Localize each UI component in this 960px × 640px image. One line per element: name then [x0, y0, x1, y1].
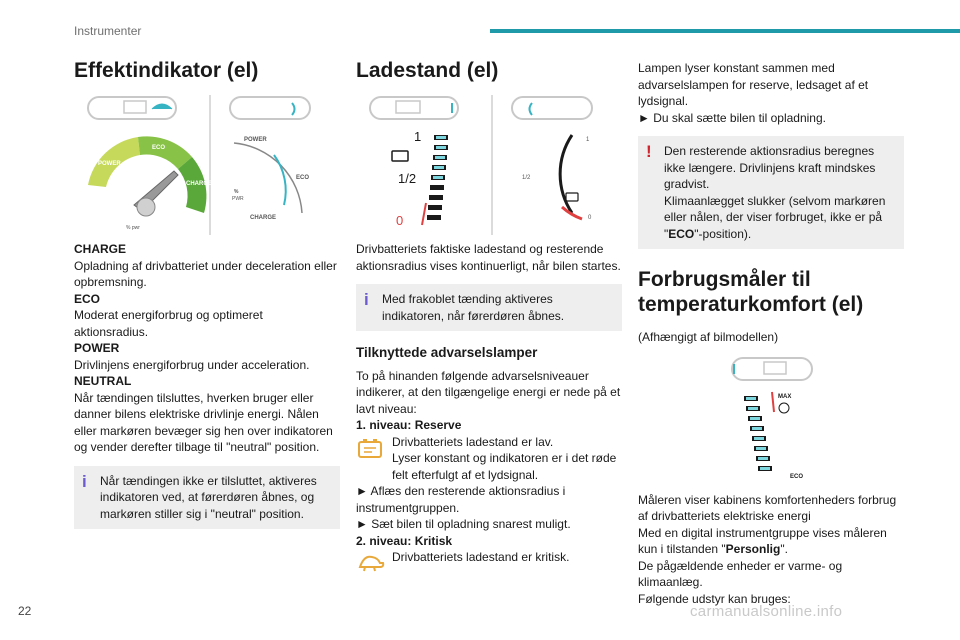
warning-icon: ! [646, 142, 652, 161]
model-note: (Afhængigt af bilmodellen) [638, 330, 779, 344]
comfort-text-2b: Personlig [725, 542, 781, 556]
quote-open: " [664, 226, 669, 241]
gauge2-label-eco: ECO [296, 175, 310, 181]
column-ladestand [356, 52, 622, 575]
level2-row [356, 549, 622, 575]
neutral-text: Når tændingen tilsluttes, hverken bruger eller danner bilens elektriske drivlinje energi. Nålen eller markøren bevæger sig hen over indikatoren og vender derefter tilbage til "neutral" position. [74, 390, 333, 454]
header-section: Instrumenter [74, 24, 142, 38]
gauge-label-pwr: % pwr [126, 225, 140, 231]
charge-level-figure [356, 95, 622, 235]
arc-label-empty: 0 [588, 215, 592, 221]
gauge-label-neutral: NEUTRAL [86, 195, 105, 200]
comfort-text-3: De pågældende enheder er varme- og klimaanlæg. [638, 558, 843, 589]
gauge2-label-pct: % [234, 189, 239, 195]
power-text: Drivlinjens energiforbrug under acceleration. [74, 357, 310, 372]
column-effektindikator [74, 52, 340, 539]
info-icon: i [82, 471, 87, 491]
section-title: Ladestand (el) [356, 59, 499, 82]
warning-note-text: Den resterende aktionsradius beregnes ikke længere. Drivlinjens kraft mindskes gradvist. [664, 144, 876, 191]
level1-text-d: ► Sæt bilen til opladning snarest muligt. [356, 517, 571, 531]
quote-close: "-position). [694, 226, 752, 241]
gauge-label-power: POWER [98, 161, 121, 167]
charge-heading: CHARGE [74, 242, 127, 256]
charge-label-half: 1/2 [398, 171, 417, 186]
lamp-action: ► Du skal sætte bilen til opladning. [638, 110, 826, 125]
level2-heading: 2. niveau: Kritisk [356, 533, 453, 548]
column-comfort [638, 52, 904, 607]
charge-label-empty: 0 [396, 213, 404, 228]
level2-text: Drivbatteriets ladestand er kritisk. [392, 550, 570, 564]
comfort-label-eco: ECO [790, 473, 804, 480]
comfort-bars [744, 396, 772, 471]
comfort-text-4: Følgende udstyr kan bruges: [638, 591, 791, 606]
neutral-heading: NEUTRAL [74, 374, 132, 388]
comfort-gauge-illustration [638, 356, 904, 486]
level1-text-c: ► Aflæs den resterende aktionsradius i instrumentgruppen. [356, 484, 566, 515]
warning-note-text-2: Klimaanlægget slukker (selvom markøren eller nålen, der viser forbruget, ikke er på [664, 193, 886, 224]
lamp-text: Lampen lyser konstant sammen med advarselslampen for reserve, ledsaget af et lydsignal. [638, 61, 869, 108]
header-bar [490, 29, 960, 33]
info-note-text: Med frakoblet tænding aktiveres indikatoren, når førerdøren åbnes. [382, 292, 565, 323]
charge-label-full: 1 [414, 129, 422, 144]
gauge2-label-power: POWER [244, 137, 267, 143]
level1-heading: 1. niveau: Reserve [356, 418, 462, 432]
power-gauge-illustration [74, 95, 340, 235]
info-note [74, 466, 340, 530]
battery-icon [392, 151, 408, 161]
turtle-icon [356, 549, 386, 575]
page-number: 22 [18, 604, 32, 618]
subsection-title: Tilknyttede advarselslamper [356, 345, 538, 360]
eco-text: Moderat energiforbrug og optimeret aktionsradius. [74, 308, 263, 339]
power-heading: POWER [74, 341, 120, 355]
watermark: carmanualsonline.info [690, 603, 843, 620]
power-indicator-figure [74, 95, 340, 235]
charge-text: Opladning af drivbatteriet under deceleration eller opbremsning. [74, 258, 337, 289]
warning-intro: To på hinanden følgende advarselsniveauer indikerer, at den tilgængelige energi er nede på et lavt niveau: [356, 368, 621, 416]
charge-bars [422, 135, 448, 225]
comfort-figure [638, 356, 904, 486]
level1-text-b: Lyser konstant og indikatoren er i det røde felt efterfulgt af et lydsignal. [392, 451, 617, 482]
arc-battery-icon [566, 193, 578, 201]
battery-reserve-icon [356, 434, 386, 462]
arc-label-half: 1/2 [522, 175, 531, 181]
gauge2-label-pwr: PWR [232, 196, 244, 202]
comfort-label-max: MAX [778, 393, 792, 400]
gauge-label-eco: ECO [152, 145, 166, 151]
level1-text-a: Drivbatteriets ladestand er lav. [392, 434, 554, 449]
charge-description: Drivbatteriets faktiske ladestand og resterende aktionsradius vises kontinuerligt, når bilen startes. [356, 242, 621, 273]
eco-word: ECO [668, 226, 695, 241]
warning-note [638, 136, 904, 249]
section-title: Effektindikator (el) [74, 59, 259, 82]
arc-label-full: 1 [586, 137, 590, 143]
info-note [356, 284, 622, 331]
info-note-text: Når tændingen ikke er tilsluttet, aktiveres indikatoren ved, at førerdøren åbnes, og markøren stiller sig i "neutral" position. [100, 473, 317, 521]
section-title: Forbrugsmåler til temperaturkomfort (el) [638, 268, 864, 316]
charge-gauge-illustration [356, 95, 622, 235]
fan-icon [779, 403, 789, 413]
gauge2-label-charge: CHARGE [250, 215, 277, 221]
gauge-label-charge: CHARGE [186, 181, 213, 187]
comfort-text-1: Måleren viser kabinens komfortenheders forbrug af drivbatteriets elektriske energi [638, 492, 897, 523]
level1-row [356, 434, 622, 484]
eco-heading: ECO [74, 291, 101, 306]
comfort-text-2a: Med en digital instrumentgruppe vises måleren kun i tilstanden " [638, 525, 887, 556]
info-icon: i [364, 290, 369, 309]
comfort-text-2c: ". [780, 542, 788, 556]
